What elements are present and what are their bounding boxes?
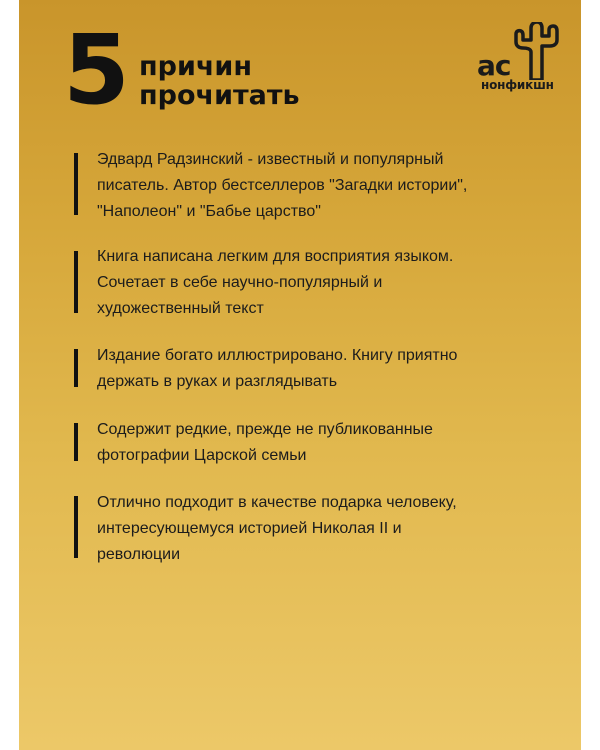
reason-line: Книга написана легким для восприятия языком. [97, 248, 454, 265]
reason-item-2 [74, 244, 453, 322]
reason-line: художественный текст [97, 300, 264, 317]
reason-line: революции [97, 546, 181, 563]
logo-main-text: ас [477, 49, 511, 82]
reason-line: интересующемуся историей Николая II и [97, 520, 402, 537]
page-title [139, 52, 300, 110]
reason-line: Эдвард Радзинский - известный и популярный [97, 151, 444, 168]
cactus-logo-icon [513, 22, 565, 80]
reason-marker [74, 496, 78, 558]
reason-item-4 [74, 417, 433, 469]
reason-line: писатель. Автор бестселлеров "Загадки истории", [97, 177, 468, 194]
logo-sub-text: нонфикшн [481, 78, 554, 92]
reason-count: 5 [63, 14, 128, 126]
reason-line: Издание богато иллюстрировано. Книгу приятно [97, 347, 458, 364]
reason-line: фотографии Царской семьи [97, 447, 307, 464]
publisher-logo [477, 22, 567, 92]
reason-marker [74, 251, 78, 313]
reason-line: Отлично подходит в качестве подарка человеку, [97, 494, 457, 511]
reason-line: Содержит редкие, прежде не публикованные [97, 421, 433, 438]
title-line-2: прочитать [139, 80, 300, 111]
reason-marker [74, 349, 78, 387]
reason-item-1 [74, 147, 467, 225]
reason-item-3 [74, 343, 457, 395]
reason-line: "Наполеон" и "Бабье царство" [97, 203, 321, 220]
reason-marker [74, 153, 78, 215]
reason-line: держать в руках и разглядывать [97, 373, 338, 390]
promo-card [19, 0, 581, 750]
title-line-1: причин [139, 51, 253, 82]
reason-item-5 [74, 490, 457, 568]
reason-line: Сочетает в себе научно-популярный и [97, 274, 383, 291]
reason-marker [74, 423, 78, 461]
